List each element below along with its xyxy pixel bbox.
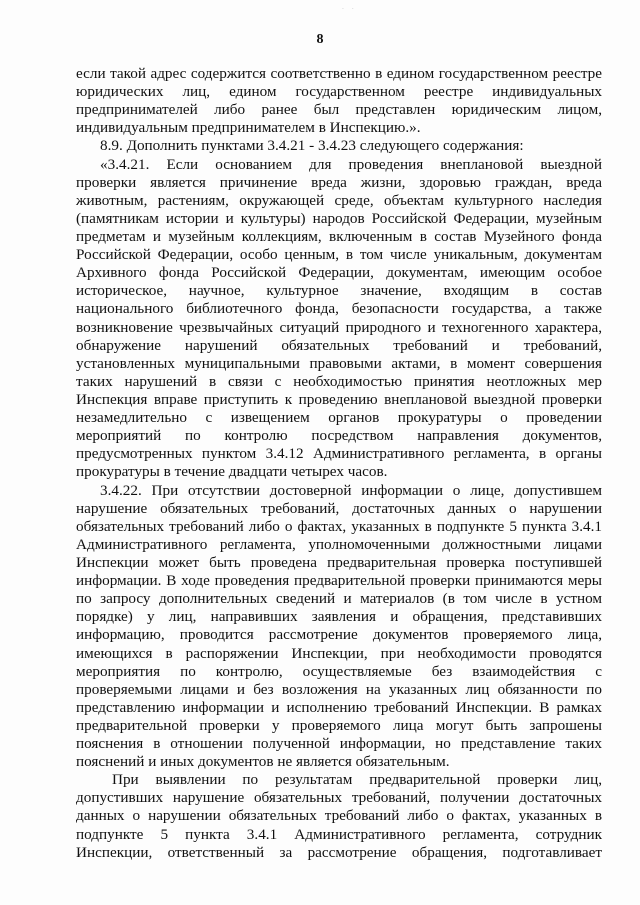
text-line: Инспекции может быть проведена предварительная проверка поступившей <box>76 553 602 571</box>
document-body <box>76 65 602 862</box>
text-line: (памятникам истории и культуры) народов Российской Федерации, музейным <box>76 209 602 227</box>
text-line: мероприятий по контролю посредством направления документов, <box>76 427 602 445</box>
text-line: национального библиотечного фонда, безопасности государства, а также <box>76 300 602 318</box>
text-line: предусмотренных пунктом 3.4.12 Административного регламента, в органы <box>76 445 602 463</box>
text-line: данных о нарушении обязательных требований либо о фактах, указанных в <box>76 807 602 825</box>
text-line: допустивших нарушение обязательных требований, получении достаточных <box>76 789 602 807</box>
text-line: представлению информации и исполнению требований Инспекции. В рамках <box>76 698 602 716</box>
text-line: информации. В ходе проведения предварительной проверки принимаются меры <box>76 572 602 590</box>
text-line: историческое, научное, культурное значение, входящим в состав <box>76 282 602 300</box>
text-line: При выявлении по результатам предварительной проверки лиц, <box>112 771 602 789</box>
text-line: Российской Федерации, особо ценным, в том числе уникальным, документам <box>76 246 602 264</box>
text-line: предпринимателей либо ранее был представлен юридическим лицом, <box>76 101 602 119</box>
text-line: прокуратуры в течение двадцати четырех часов. <box>76 463 388 481</box>
text-line: нарушение обязательных требований, достаточных данных о нарушении <box>76 499 602 517</box>
text-line: порядке) у лиц, направивших заявления и обращения, представивших <box>76 608 602 626</box>
text-line: 8.9. Дополнить пунктами 3.4.21 - 3.4.23 следующего содержания: <box>100 137 524 155</box>
text-line: животным, растениям, окружающей среде, объектам культурного наследия <box>76 191 602 209</box>
text-line: информацию, проводится рассмотрение документов проверяемого лица, <box>76 626 602 644</box>
text-line: обнаружение нарушений обязательных требований и требований, <box>76 336 602 354</box>
text-line: Административного регламента, уполномоченными должностными лицами <box>76 535 602 553</box>
text-line: по запросу дополнительных сведений и материалов (в том числе в устном <box>76 590 602 608</box>
text-line: индивидуальным предпринимателем в Инспекцию.». <box>76 119 421 137</box>
scan-speck: · · <box>342 6 357 13</box>
text-line: таких нарушений в связи с необходимостью принятия неотложных мер <box>76 372 602 390</box>
text-line: предварительной проверки у проверяемого лица могут быть запрошены <box>76 716 602 734</box>
text-line: пояснения в отношении полученной информации, но представление таких <box>76 735 602 753</box>
text-line: проверки является причинение вреда жизни, здоровью граждан, вреда <box>76 173 602 191</box>
page-number: 8 <box>316 32 324 47</box>
text-line: Инспекции, ответственный за рассмотрение обращения, подготавливает <box>76 843 602 861</box>
text-line: Инспекция вправе приступить к проведению внеплановой выездной проверки <box>76 390 602 408</box>
text-line: установленных муниципальными правовыми актами, в момент совершения <box>76 354 602 372</box>
text-line: обязательных требований либо о фактах, указанных в подпункте 5 пункта 3.4.1 <box>76 517 602 535</box>
text-line: «3.4.21. Если основанием для проведения внеплановой выездной <box>100 155 602 173</box>
text-line: незамедлительно с извещением органов прокуратуры о проведении <box>76 409 602 427</box>
text-line: возникновение чрезвычайных ситуаций природного и техногенного характера, <box>76 318 602 336</box>
text-line: проверяемыми лицами и без возложения на указанных лиц обязанности по <box>76 680 602 698</box>
text-line: мероприятия по контролю, осуществляемые без взаимодействия с <box>76 662 602 680</box>
text-line: если такой адрес содержится соответственно в едином государственном реестре <box>76 65 602 82</box>
text-line: пояснений и иных документов не является обязательным. <box>76 753 450 771</box>
text-line: предметам и музейным коллекциям, включенным в состав Музейного фонда <box>76 227 602 245</box>
text-line: имеющихся в распоряжении Инспекции, при необходимости проводятся <box>76 644 602 662</box>
text-line: подпункте 5 пункта 3.4.1 Административного регламента, сотрудник <box>76 825 602 843</box>
text-line: 3.4.22. При отсутствии достоверной информации о лице, допустившем <box>100 481 602 499</box>
text-line: юридических лиц, едином государственном реестре индивидуальных <box>76 83 602 101</box>
text-line: Архивного фонда Российской Федерации, документам, имеющим особое <box>76 264 602 282</box>
